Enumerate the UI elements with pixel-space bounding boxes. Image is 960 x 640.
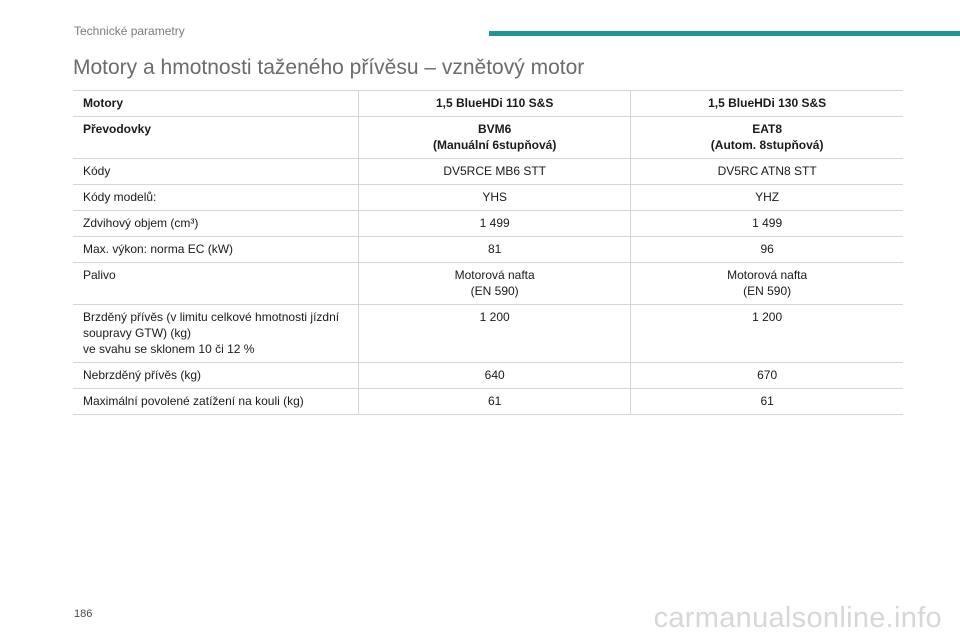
cell-text: Kódy modelů: — [83, 190, 157, 204]
value-cell-a — [359, 363, 631, 389]
cell-text: Převodovky — [83, 122, 152, 136]
value-cell-b — [631, 363, 903, 389]
value-cell-b — [631, 159, 903, 185]
cell-text: Palivo — [83, 268, 116, 282]
value-cell-b — [631, 305, 903, 363]
table-row — [73, 117, 903, 159]
row-label-cell — [73, 185, 359, 211]
row-label-cell — [73, 117, 359, 159]
table-row — [73, 305, 903, 363]
cell-text: Zdvihový objem (cm³) — [83, 216, 199, 230]
cell-text: Kódy — [83, 164, 111, 178]
cell-text: Max. výkon: norma EC (kW) — [83, 242, 234, 256]
cell-text: 1,5 BlueHDi 130 S&S — [708, 96, 827, 110]
page-title: Motory a hmotnosti taženého přívěsu – vznětový motor — [73, 56, 585, 79]
cell-text: 61 — [760, 394, 774, 408]
cell-text: YHZ — [755, 190, 780, 204]
row-label-cell — [73, 159, 359, 185]
cell-text: 1 200 — [752, 310, 783, 324]
row-label-cell — [73, 389, 359, 415]
cell-text: Motory — [83, 96, 123, 110]
row-label-cell — [73, 305, 359, 363]
row-label-cell — [73, 237, 359, 263]
section-header: Technické parametry — [74, 24, 185, 38]
cell-text: 1,5 BlueHDi 110 S&S — [435, 96, 554, 110]
value-cell-a — [359, 117, 631, 159]
table-row — [73, 263, 903, 305]
specs-table — [73, 90, 903, 415]
cell-text: soupravy GTW) (kg) — [83, 326, 192, 340]
cell-text: (Autom. 8stupňová) — [710, 138, 824, 152]
table-row — [73, 237, 903, 263]
value-cell-b — [631, 389, 903, 415]
value-cell-a — [359, 389, 631, 415]
cell-text: DV5RCE MB6 STT — [443, 164, 546, 178]
value-cell-a — [359, 237, 631, 263]
row-label-cell — [73, 263, 359, 305]
cell-text: 1 499 — [479, 216, 510, 230]
cell-text: BVM6 — [477, 122, 512, 136]
value-cell-b — [631, 263, 903, 305]
cell-text: DV5RC ATN8 STT — [717, 164, 817, 178]
value-cell-b — [631, 185, 903, 211]
row-label-cell — [73, 363, 359, 389]
cell-text: ve svahu se sklonem 10 či 12 % — [83, 342, 255, 356]
table-row — [73, 389, 903, 415]
cell-text: 61 — [487, 394, 502, 408]
value-cell-b — [631, 211, 903, 237]
table-row — [73, 91, 903, 117]
row-label-cell — [73, 91, 359, 117]
table-row — [73, 159, 903, 185]
table-row — [73, 185, 903, 211]
header-accent-bar — [489, 31, 960, 36]
cell-text: (Manuální 6stupňová) — [432, 138, 557, 152]
value-cell-a — [359, 185, 631, 211]
cell-text: Brzděný přívěs (v limitu celkové hmotnosti jízdní — [83, 310, 340, 324]
value-cell-a — [359, 159, 631, 185]
value-cell-b — [631, 117, 903, 159]
value-cell-b — [631, 91, 903, 117]
cell-text: EAT8 — [752, 122, 783, 136]
value-cell-a — [359, 263, 631, 305]
cell-text: 640 — [484, 368, 505, 382]
value-cell-a — [359, 211, 631, 237]
value-cell-a — [359, 91, 631, 117]
value-cell-b — [631, 237, 903, 263]
cell-text: 1 499 — [752, 216, 783, 230]
watermark: carmanualsonline.info — [653, 602, 942, 634]
cell-text: (EN 590) — [470, 284, 519, 298]
cell-text: Nebrzděný přívěs (kg) — [83, 368, 202, 382]
table-row — [73, 211, 903, 237]
cell-text: Maximální povolené zatížení na kouli (kg) — [83, 394, 304, 408]
cell-text: 670 — [757, 368, 778, 382]
cell-text: YHS — [482, 190, 507, 204]
cell-text: (EN 590) — [743, 284, 792, 298]
cell-text: 1 200 — [479, 310, 510, 324]
row-label-cell — [73, 211, 359, 237]
cell-text: 96 — [760, 242, 774, 256]
value-cell-a — [359, 305, 631, 363]
page-number: 186 — [74, 608, 93, 620]
cell-text: 81 — [487, 242, 502, 256]
cell-text: Motorová nafta — [727, 268, 808, 282]
table-row — [73, 363, 903, 389]
specs-table-body — [73, 91, 903, 415]
cell-text: Motorová nafta — [454, 268, 535, 282]
